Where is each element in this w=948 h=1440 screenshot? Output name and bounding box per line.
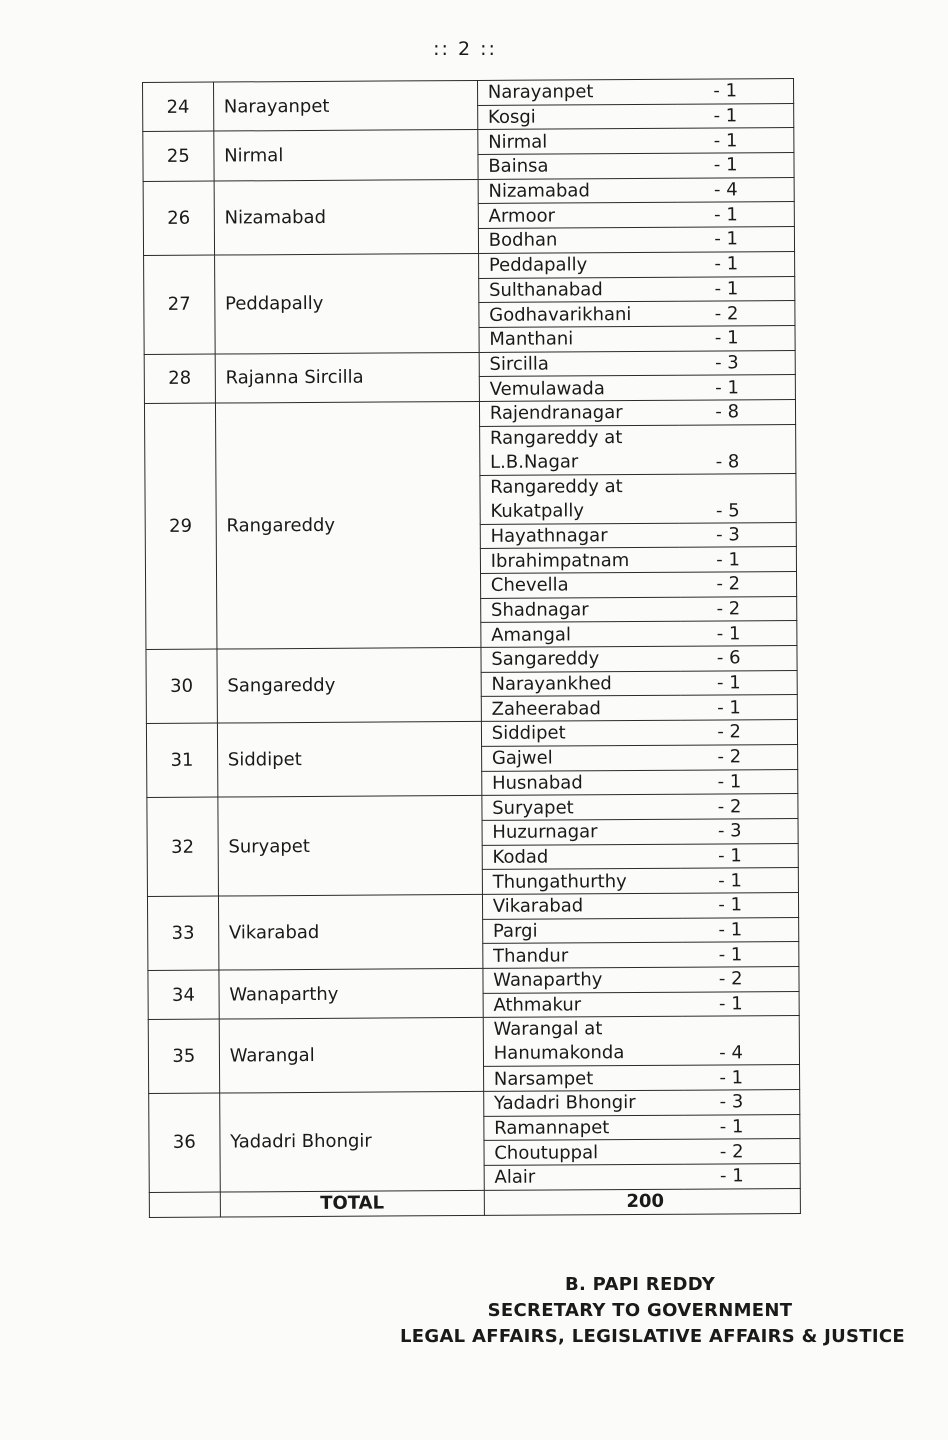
court-place: Sangareddy [481, 646, 680, 672]
court-count: - 1 [683, 1065, 800, 1090]
district-name: Yadadri Bhongir [219, 1091, 484, 1191]
court-place: Alair [484, 1164, 683, 1190]
table-row [148, 1016, 799, 1069]
court-place: Rangareddy at L.B.Nagar [479, 425, 679, 475]
court-count: - 1 [682, 942, 799, 967]
court-place: Bodhan [478, 227, 677, 253]
court-place: Siddipet [481, 720, 680, 746]
serial-number: 29 [144, 403, 216, 650]
district-name: Narayanpet [213, 80, 477, 131]
court-place: Rajendranagar [479, 400, 678, 426]
district-name: Warangal [219, 1018, 483, 1093]
serial-number: 28 [144, 354, 215, 404]
serial-number: 27 [144, 255, 215, 354]
court-place: Nirmal [478, 129, 677, 155]
court-count: - 1 [682, 917, 799, 942]
total-value: 200 [484, 1188, 800, 1215]
court-count: - 2 [680, 572, 797, 597]
court-place: Vemulawada [479, 375, 678, 401]
district-name: Suryapet [218, 796, 483, 896]
court-place: Warangal at Hanumakonda [483, 1017, 683, 1067]
table-body [143, 79, 801, 1218]
signatory-designation: SECRETARY TO GOVERNMENT [487, 1300, 793, 1321]
signatory-department: LEGAL AFFAIRS, LEGISLATIVE AFFAIRS & JUSTICE [400, 1326, 905, 1347]
page-number: :: 2 :: [433, 38, 497, 60]
court-count: - 2 [681, 794, 798, 819]
court-place: Bainsa [478, 153, 677, 179]
court-count: - 1 [681, 892, 798, 917]
serial-number: 31 [146, 723, 217, 797]
court-count: - 1 [677, 128, 794, 153]
court-place: Wanaparthy [483, 967, 682, 993]
court-count: - 1 [677, 103, 794, 128]
court-count: - 6 [680, 646, 797, 671]
court-count: - 8 [678, 399, 795, 424]
court-place: Godhavarikhani [479, 301, 678, 327]
court-place: Nizamabad [478, 178, 677, 204]
court-count: - 1 [677, 227, 794, 252]
court-place: Zaheerabad [481, 696, 680, 722]
court-count: - 1 [681, 868, 798, 893]
court-count: - 2 [681, 744, 798, 769]
court-place: Narayankhed [481, 671, 680, 697]
total-label: TOTAL [220, 1190, 484, 1217]
court-place: Vikarabad [482, 893, 681, 919]
serial-number: 35 [148, 1019, 219, 1093]
court-place: Huzurnagar [482, 819, 681, 845]
court-count: - 1 [683, 1164, 800, 1189]
court-place: Armoor [478, 203, 677, 229]
court-count: - 1 [681, 769, 798, 794]
court-count: - 3 [681, 818, 798, 843]
court-place: Yadadri Bhongir [483, 1090, 682, 1116]
court-count: - 8 [679, 424, 796, 474]
court-count: - 5 [679, 473, 796, 523]
court-place: Ramannapet [484, 1115, 683, 1141]
court-place: Pargi [482, 918, 681, 944]
serial-number: 33 [147, 896, 218, 970]
court-place: Gajwel [481, 745, 680, 771]
district-name: Rangareddy [215, 401, 481, 649]
serial-number: 26 [143, 181, 214, 255]
court-count: - 1 [678, 375, 795, 400]
court-place: Choutuppal [484, 1140, 683, 1166]
court-place: Shadnagar [480, 597, 679, 623]
serial-number: 30 [146, 649, 217, 723]
court-count: - 1 [676, 79, 793, 104]
signatory-name: B. PAPI REDDY [564, 1274, 716, 1295]
court-count: - 3 [683, 1090, 800, 1115]
court-place: Suryapet [482, 794, 681, 820]
court-count: - 2 [680, 720, 797, 745]
court-count: - 1 [678, 251, 795, 276]
court-place: Thungathurthy [482, 868, 681, 894]
court-count: - 1 [679, 547, 796, 572]
total-row [149, 1188, 800, 1217]
court-count: - 3 [679, 522, 796, 547]
district-name: Nizamabad [214, 179, 478, 255]
serial-number: 34 [148, 970, 219, 1020]
court-place: Thandur [483, 943, 682, 969]
district-name: Nirmal [214, 130, 478, 181]
district-name: Peddapally [214, 253, 479, 353]
district-name: Siddipet [217, 722, 481, 798]
court-place: Ibrahimpatnam [480, 548, 679, 574]
court-count: - 1 [681, 843, 798, 868]
court-place: Manthani [479, 326, 678, 352]
district-name: Vikarabad [218, 894, 482, 970]
district-name: Wanaparthy [219, 968, 483, 1019]
court-place: Amangal [481, 622, 680, 648]
court-place: Athmakur [483, 992, 682, 1018]
court-count: - 1 [683, 1114, 800, 1139]
signature-block [400, 1272, 905, 1350]
court-count: - 1 [680, 670, 797, 695]
serial-number: 36 [149, 1093, 220, 1192]
court-count: - 1 [680, 621, 797, 646]
serial-number: 32 [147, 797, 218, 896]
court-place: Narsampet [483, 1066, 682, 1092]
court-count: - 4 [677, 177, 794, 202]
district-name: Sangareddy [217, 648, 481, 724]
court-count: - 1 [680, 695, 797, 720]
court-count: - 4 [682, 1016, 799, 1066]
court-place: Chevella [480, 572, 679, 598]
court-place: Narayanpet [477, 79, 676, 105]
court-count: - 1 [678, 325, 795, 350]
court-place: Hayathnagar [480, 523, 679, 549]
court-count: - 1 [677, 153, 794, 178]
court-count: - 1 [678, 276, 795, 301]
court-place: Peddapally [478, 252, 677, 278]
total-blank-cell [149, 1192, 220, 1217]
serial-number: 24 [143, 82, 214, 132]
court-count: - 1 [677, 202, 794, 227]
court-count: - 2 [683, 1139, 800, 1164]
district-name: Rajanna Sircilla [215, 352, 479, 403]
court-count: - 2 [682, 967, 799, 992]
district-courts-table [142, 78, 801, 1218]
court-place: Husnabad [481, 770, 680, 796]
serial-number: 25 [143, 131, 214, 181]
court-place: Sulthanabad [478, 277, 677, 303]
court-place: Kosgi [477, 104, 676, 130]
court-place: Kodad [482, 844, 681, 870]
court-count: - 3 [678, 350, 795, 375]
court-count: - 2 [678, 301, 795, 326]
court-place: Sircilla [479, 351, 678, 377]
court-count: - 2 [680, 596, 797, 621]
court-count: - 1 [682, 991, 799, 1016]
court-place: Rangareddy at Kukatpally [480, 474, 680, 524]
